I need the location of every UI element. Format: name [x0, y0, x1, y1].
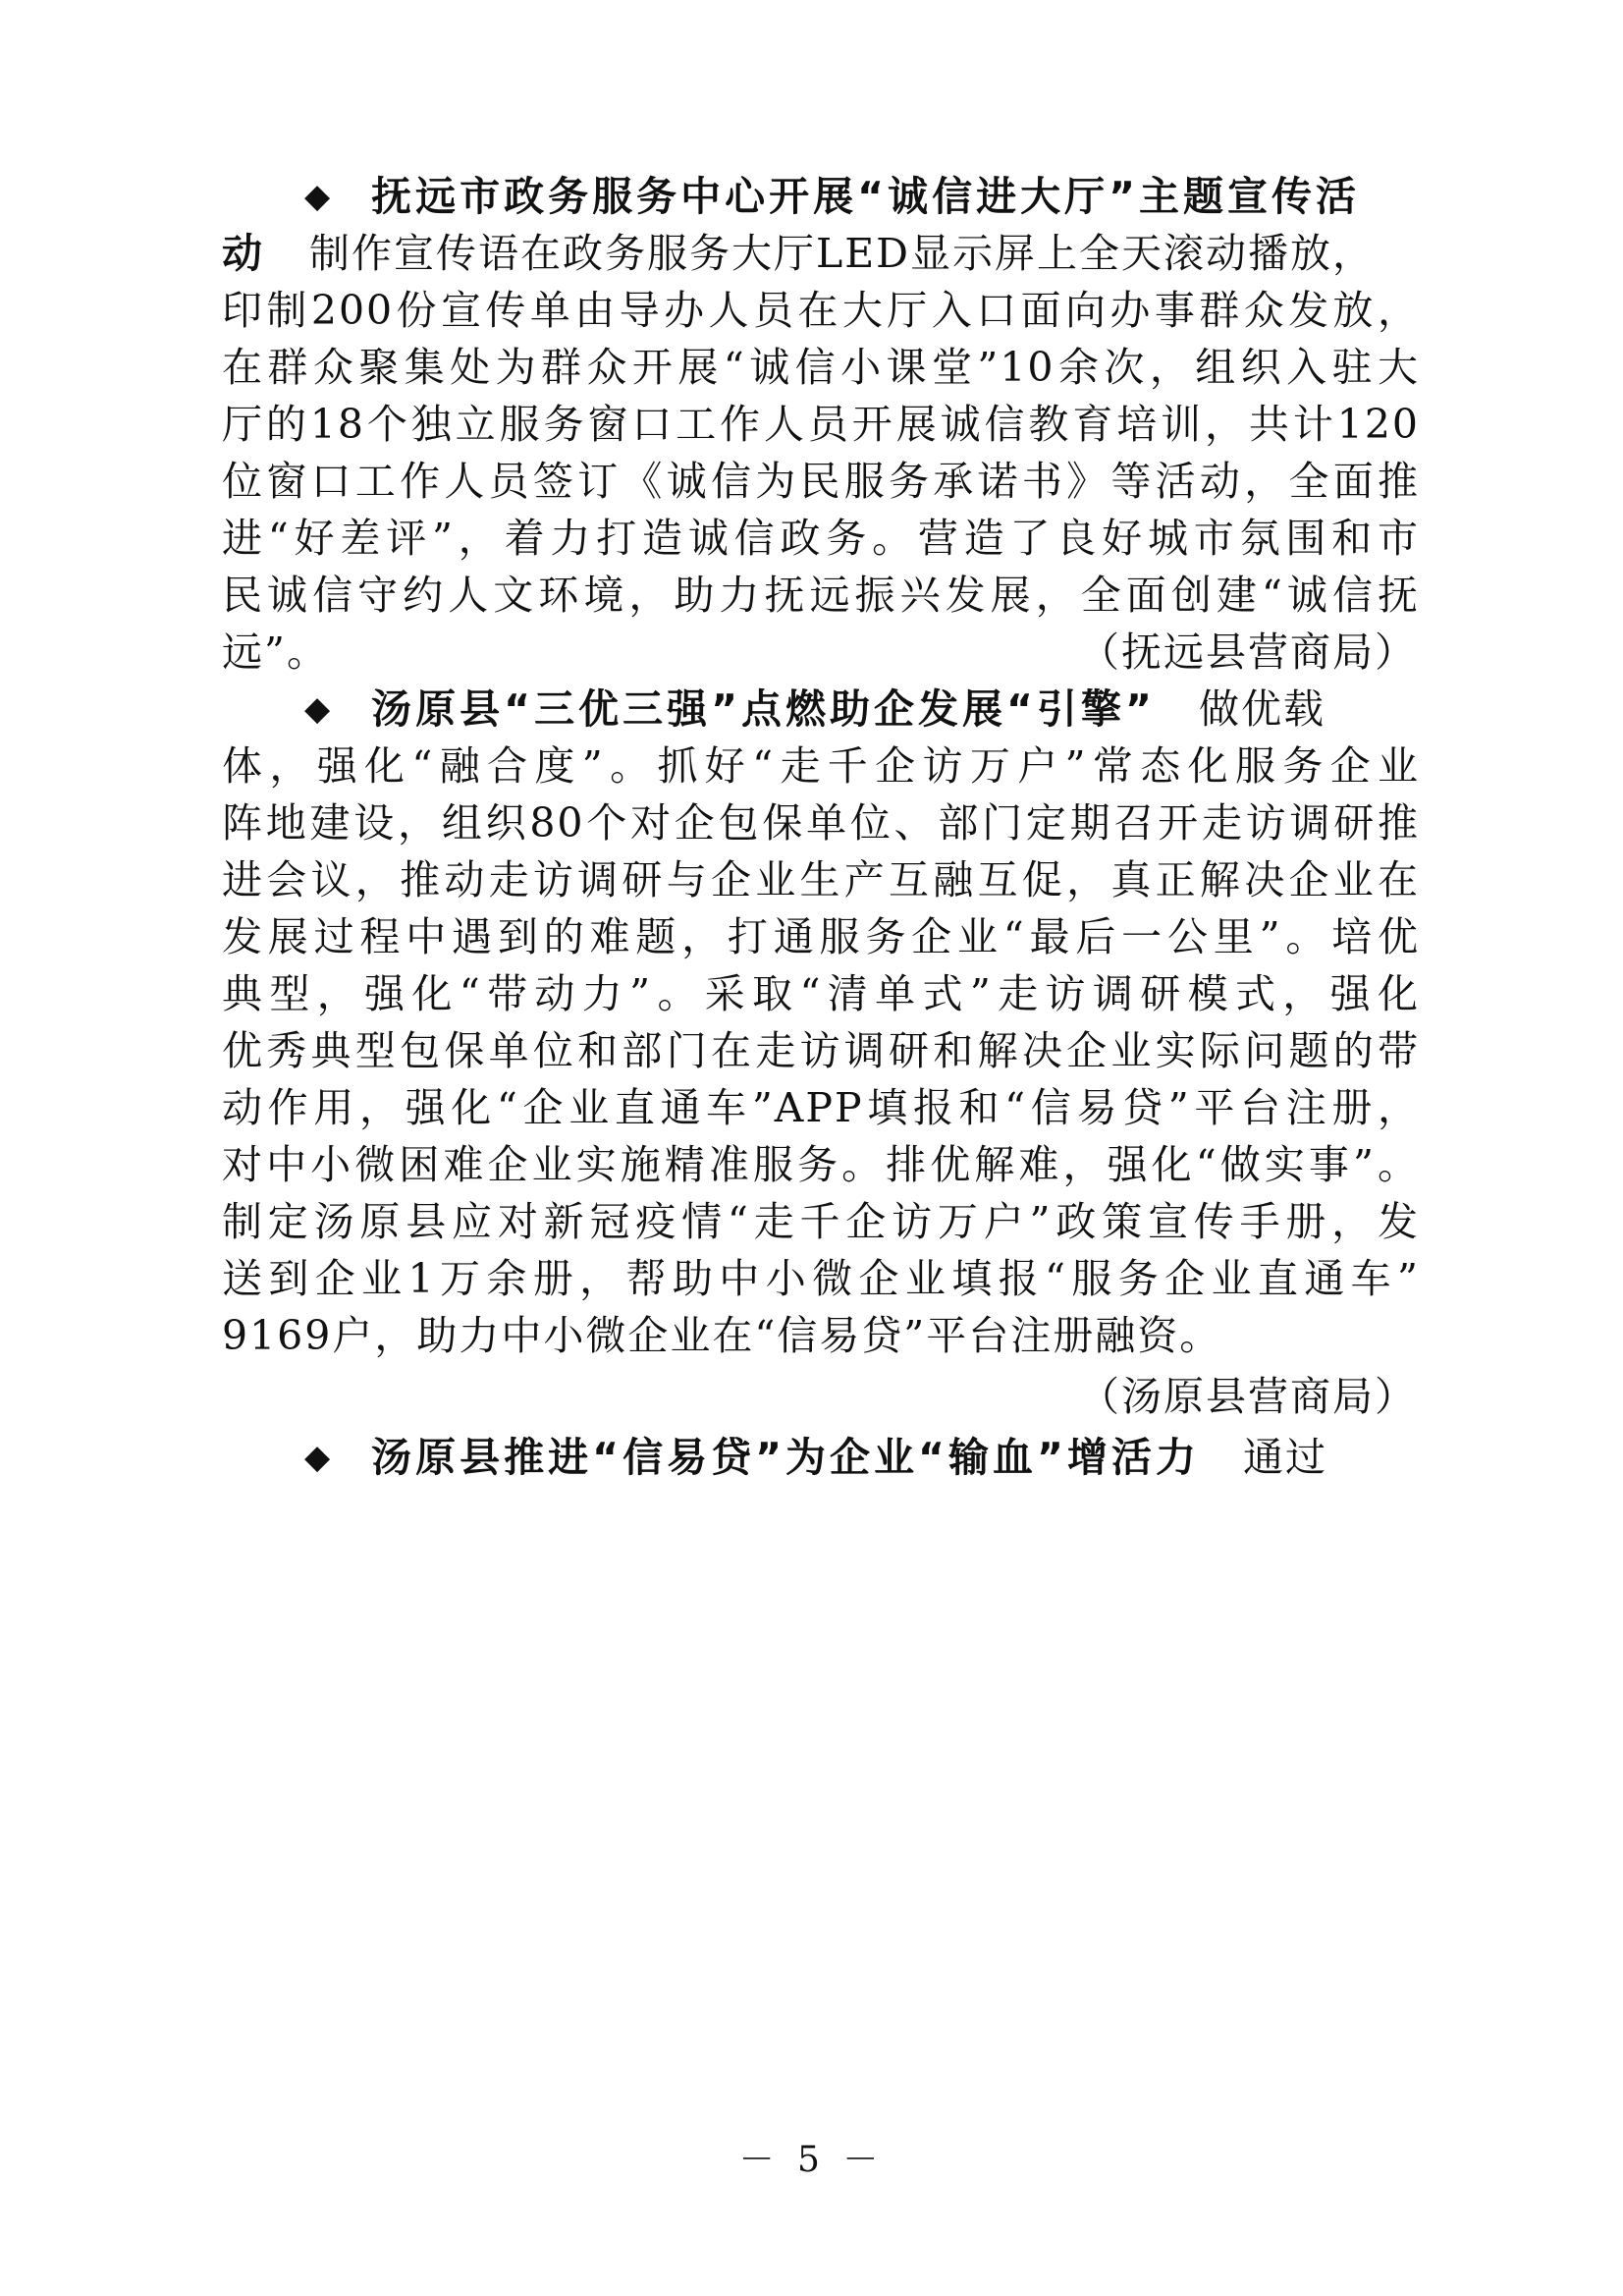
item1-body-line: 位窗口工作人员签订《诚信为民服务承诺书》等活动，全面推 [222, 458, 1420, 505]
item1-heading-line [222, 165, 1420, 228]
item2-body-line: 对中小微困难企业实施精准服务。排优解难，强化“做实事”。 [222, 1141, 1420, 1188]
item1-line-2 [222, 222, 1420, 285]
item3-heading-tail: 通过 [1242, 1434, 1327, 1481]
item2-body-line: 进会议，推动走访调研与企业生产互融互促，真正解决企业在 [222, 856, 1420, 903]
item2-heading-line [222, 678, 1420, 740]
item1-body-line: 厅的18个独立服务窗口工作人员开展诚信教育培训，共计120 [222, 401, 1420, 448]
item1-heading-cont: 动 [222, 230, 266, 277]
item1-body-line: 进“好差评”，着力打造诚信政务。营造了良好城市氛围和市 [222, 515, 1420, 562]
item3-heading-line [222, 1426, 1420, 1489]
item2-body-line: 送到企业1万余册，帮助中小微企业填报“服务企业直通车” [222, 1255, 1420, 1302]
item1-body-line: 制作宣传语在政务服务大厅LED显示屏上全天滚动播放， [309, 230, 1376, 277]
item2-body-line: 9169户，助力中小微企业在“信易贷”平台注册融资。 [222, 1312, 1222, 1359]
item1-heading: 抚远市政务服务中心开展“诚信进大厅”主题宣传活 [371, 173, 1361, 220]
item2-heading: 汤原县“三优三强”点燃助企发展“引擎” [371, 685, 1156, 733]
diamond-bullet-icon: ◆ [304, 1438, 333, 1477]
item2-body-line: 典型，强化“带动力”。采取“清单式”走访调研模式，强化 [222, 970, 1420, 1017]
item1-body-line: 民诚信守约人文环境，助力抚远振兴发展，全面创建“诚信抚 [222, 572, 1420, 619]
item3-heading: 汤原县推进“信易贷”为企业“输血”增活力 [371, 1434, 1200, 1481]
item2-body-line: 优秀典型包保单位和部门在走访调研和解决企业实际问题的带 [222, 1027, 1420, 1074]
item1-source: （抚远县营商局） [1079, 629, 1417, 676]
page-number: － 5 － [738, 2140, 885, 2180]
item2-body-line: 体，强化“融合度”。抓好“走千企访万户”常态化服务企业 [222, 742, 1420, 790]
diamond-bullet-icon: ◆ [304, 689, 333, 729]
item2-heading-tail: 做优载 [1198, 685, 1325, 733]
item2-body-line: 阵地建设，组织80个对企包保单位、部门定期召开走访调研推 [222, 799, 1420, 847]
item2-body-line: 制定汤原县应对新冠疫情“走千企访万户”政策宣传手册，发 [222, 1198, 1420, 1245]
item1-body-line: 印制200份宣传单由导办人员在大厅入口面向办事群众发放， [222, 287, 1420, 334]
item1-body-line: 在群众聚集处为群众开展“诚信小课堂”10余次，组织入驻大 [222, 344, 1420, 391]
diamond-bullet-icon: ◆ [304, 177, 333, 216]
item1-body-line: 远”。 [222, 629, 329, 676]
item2-body-line: 动作用，强化“企业直通车”APP填报和“信易贷”平台注册， [222, 1084, 1420, 1131]
item2-body-line: 发展过程中遇到的难题，打通服务企业“最后一公里”。培优 [222, 913, 1420, 960]
item2-source: （汤原县营商局） [1079, 1373, 1417, 1420]
